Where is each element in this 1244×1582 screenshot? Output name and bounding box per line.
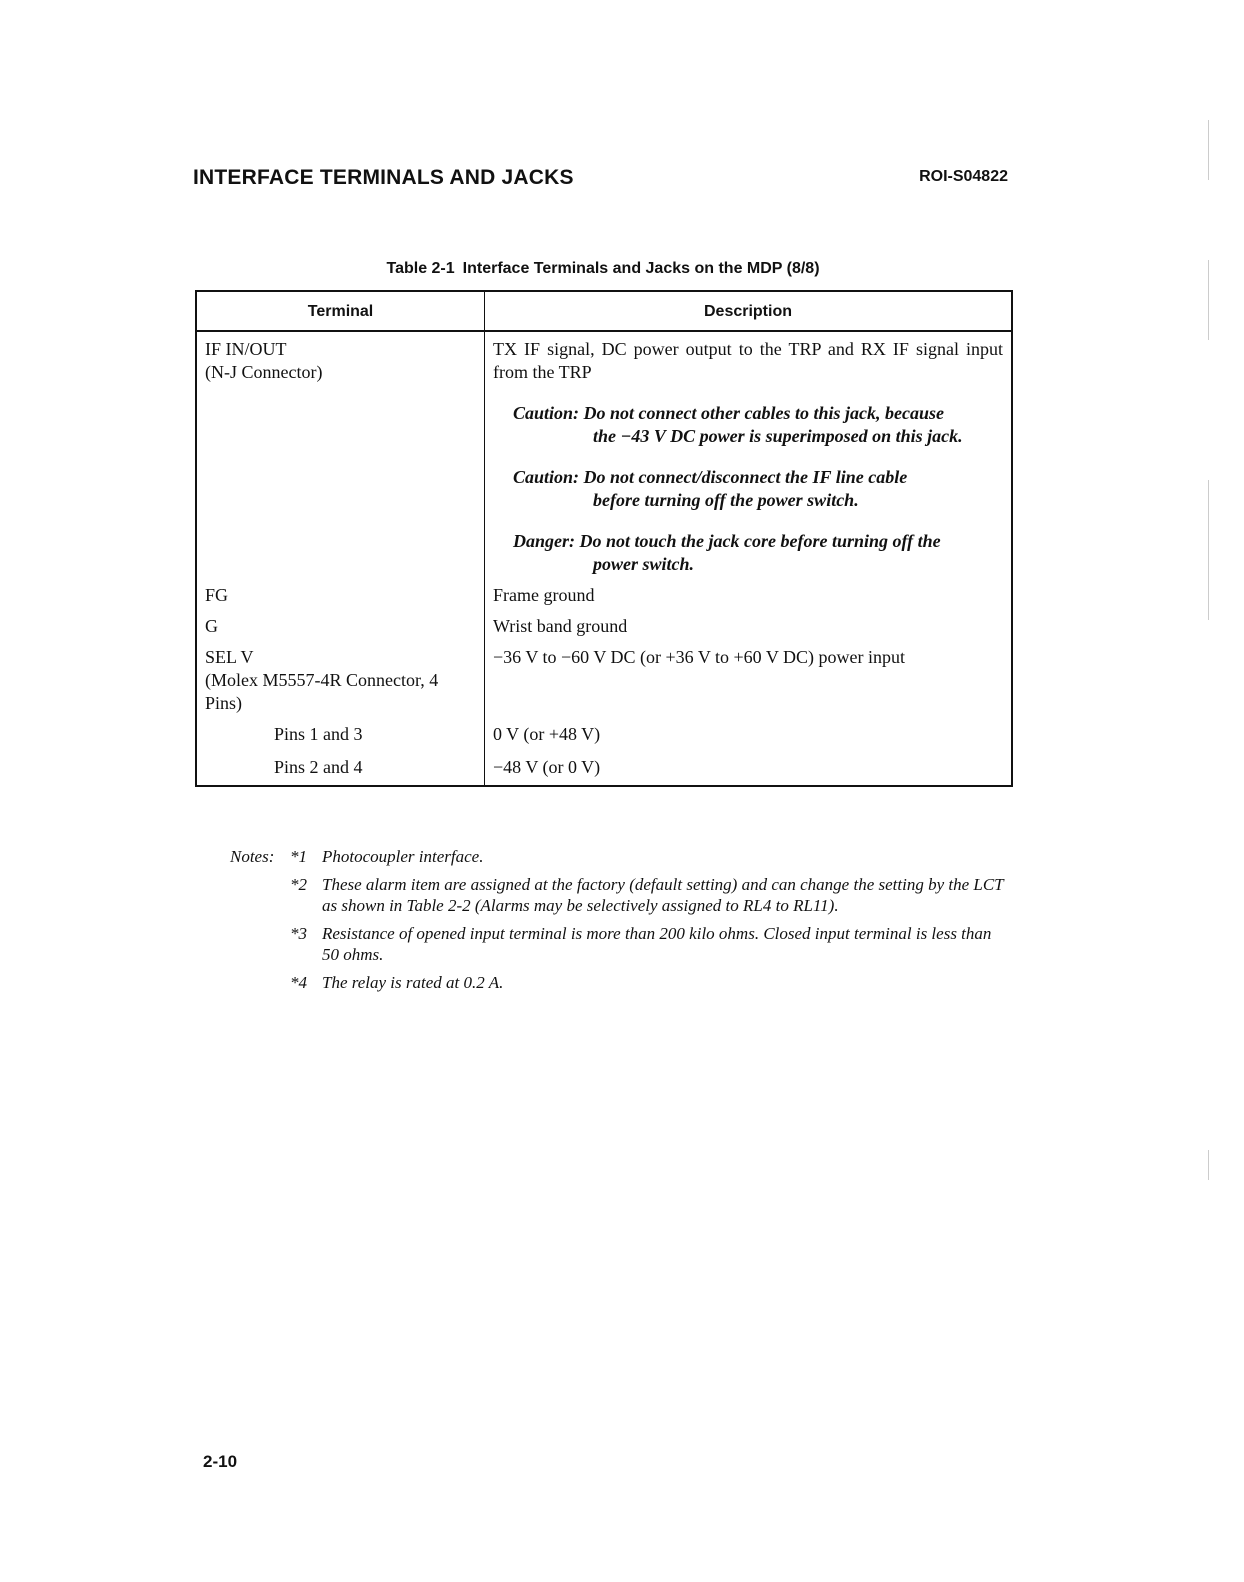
note-mark: *3 [290, 924, 307, 943]
description-cell: Frame ground [493, 585, 595, 605]
caution-lead: Caution: Do not connect other cables to this jack, because [513, 403, 945, 423]
table-row [196, 721, 1012, 754]
description-cell: −36 V to −60 V DC (or +36 V to +60 V DC) power input [493, 647, 905, 667]
table-caption-number: Table 2-1 [386, 260, 455, 277]
terminal-connector: (Molex M5557-4R Connector, 4 Pins) [205, 670, 439, 713]
notes-label: Notes: [230, 847, 275, 866]
table-row [196, 331, 1012, 582]
interface-terminals-table [195, 290, 1013, 787]
scan-edge-mark [1208, 1150, 1209, 1180]
terminal-connector: (N-J Connector) [205, 362, 323, 382]
note-mark: *1 [290, 847, 307, 866]
terminal-cell [196, 331, 485, 582]
caution-note [513, 402, 1003, 448]
terminal-name: IF IN/OUT [205, 339, 287, 359]
table-row [196, 582, 1012, 613]
terminal-cell: Pins 2 and 4 [196, 754, 485, 786]
column-header-description: Description [485, 291, 1013, 331]
description-cell: 0 V (or +48 V) [493, 724, 601, 744]
terminal-cell [196, 644, 485, 721]
terminal-cell: Pins 1 and 3 [196, 721, 485, 754]
note-text: Resistance of opened input terminal is more than 200 kilo ohms. Closed input terminal is less than 50 ohms. [322, 924, 992, 964]
document-id: ROI-S04822 [919, 168, 1008, 185]
note-item [230, 923, 1010, 965]
description-text: TX IF signal, DC power output to the TRP and RX IF signal input from the TRP [493, 339, 1003, 382]
note-text: These alarm item are assigned at the factory (default setting) and can change the setting by the LCT as shown in Table 2-2 (Alarms may be selectively assigned to RL4 to RL11). [322, 875, 1004, 915]
scan-edge-mark [1208, 480, 1209, 620]
page-number: 2-10 [203, 1452, 238, 1471]
table-row [196, 754, 1012, 786]
caution-lead: Caution: Do not connect/disconnect the IF line cable [513, 467, 908, 487]
terminal-cell: FG [196, 582, 485, 613]
scan-edge-mark [1208, 260, 1209, 340]
section-title: INTERFACE TERMINALS AND JACKS [193, 166, 574, 189]
description-cell: Wrist band ground [493, 616, 628, 636]
note-text: Photocoupler interface. [322, 847, 484, 866]
terminal-name: SEL V [205, 647, 254, 667]
danger-lead: Danger: Do not touch the jack core before turning off the [513, 531, 941, 551]
table-caption-title: Interface Terminals and Jacks on the MDP (8/8) [462, 260, 820, 277]
terminal-cell: G [196, 613, 485, 644]
caution-continuation: the −43 V DC power is superimposed on this jack. [593, 426, 963, 446]
table-row [196, 644, 1012, 721]
note-item [230, 972, 1010, 993]
table-row [196, 613, 1012, 644]
note-text: The relay is rated at 0.2 A. [322, 973, 504, 992]
danger-continuation: power switch. [593, 554, 695, 574]
description-cell: −48 V (or 0 V) [493, 757, 601, 777]
scan-edge-mark [1208, 120, 1209, 180]
note-mark: *4 [290, 973, 307, 992]
column-header-terminal: Terminal [196, 291, 485, 331]
note-item [230, 846, 1010, 867]
caution-continuation: before turning off the power switch. [593, 490, 859, 510]
note-mark: *2 [290, 875, 307, 894]
description-cell [485, 331, 1013, 582]
notes-section [230, 846, 1010, 1000]
caution-note [513, 466, 1003, 512]
table-caption [193, 260, 1013, 278]
note-item [230, 874, 1010, 916]
danger-note [513, 530, 1003, 576]
table-header-row [196, 291, 1012, 331]
